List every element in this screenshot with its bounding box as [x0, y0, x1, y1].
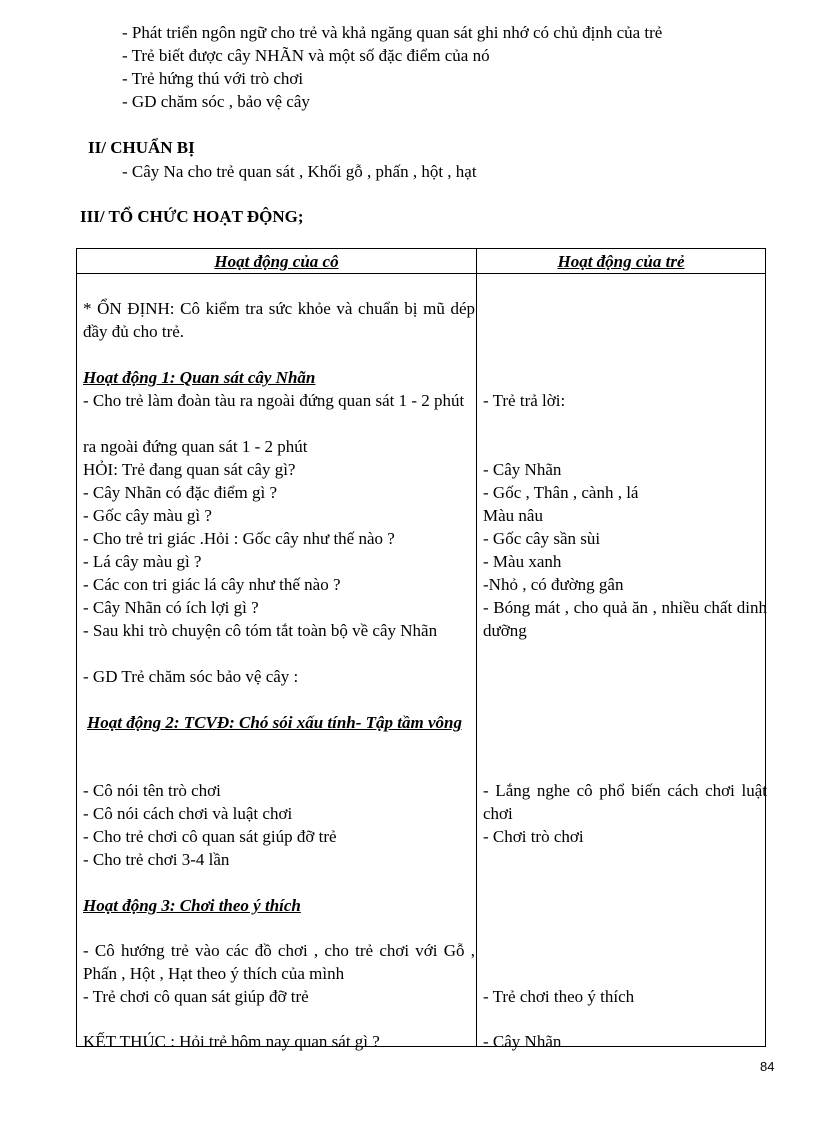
objectives-list — [122, 21, 662, 113]
activity-2-line: - Cho trẻ chơi cô quan sát giúp đỡ trẻ — [83, 827, 337, 846]
activity-1-line: - Cho trẻ tri giác .Hỏi : Gốc cây như thế nào ? — [83, 529, 395, 548]
child-response: - Cây Nhãn — [483, 460, 562, 479]
child-response: - Cây Nhãn — [483, 1032, 562, 1051]
child-response: - Lắng nghe cô phổ biến cách chơi luật chơi — [483, 781, 767, 823]
section-heading-activities: III/ TỔ CHỨC HOẠT ĐỘNG; — [80, 207, 304, 226]
child-response: - Gốc , Thân , cành , lá — [483, 483, 639, 502]
activities-table — [76, 248, 767, 1051]
activity-3-line: - Trẻ chơi cô quan sát giúp đỡ trẻ — [83, 987, 309, 1006]
activity-1-line: - Cây Nhãn có đặc điểm gì ? — [83, 483, 278, 502]
activity-1-line: - Các con tri giác lá cây như thế nào ? — [83, 575, 341, 594]
preparation-content: - Cây Na cho trẻ quan sát , Khối gỗ , phấn , hột , hạt — [122, 162, 477, 181]
child-response: Màu nâu — [483, 506, 543, 525]
activity-2-title: Hoạt động 2: TCVĐ: Chó sói xấu tính- Tập tầm vông — [87, 713, 462, 732]
activity-1-line: - Lá cây màu gì ? — [83, 552, 202, 571]
child-response: - Trẻ chơi theo ý thích — [483, 987, 635, 1006]
objective-item: - Trẻ biết được cây NHÃN và một số đặc điểm của nó — [122, 46, 490, 65]
page-number: 84 — [760, 1059, 775, 1074]
activity-1-line: - Sau khi trò chuyện cô tóm tắt toàn bộ về cây Nhãn — [83, 621, 438, 640]
child-response: - Bóng mát , cho quả ăn , nhiều chất dinh dưỡng — [483, 598, 767, 640]
child-response: - Màu xanh — [483, 552, 562, 571]
activity-1-line: - Gốc cây màu gì ? — [83, 506, 212, 525]
activity-2-line: - Cho trẻ chơi 3-4 lần — [83, 850, 230, 869]
activity-3-line: - Cô hướng trẻ vào các đồ chơi , cho trẻ chơi với Gỗ , Phấn , Hột , Hạt theo ý thích của mình — [83, 941, 475, 983]
activity-1-line: - Cây Nhãn có ích lợi gì ? — [83, 598, 259, 617]
activity-1-line: - GD Trẻ chăm sóc bảo vệ cây : — [83, 667, 299, 686]
header-child-activity: Hoạt động của trẻ — [557, 252, 685, 271]
activity-2-line: - Cô nói tên trò chơi — [83, 781, 221, 800]
objective-item: - Phát triển ngôn ngữ cho trẻ và khả ngăng quan sát ghi nhớ có chủ định của trẻ — [122, 23, 663, 42]
on-dinh-text: * ỔN ĐỊNH: Cô kiểm tra sức khỏe và chuẩn bị mũ dép đầy đủ cho trẻ. — [83, 299, 475, 341]
header-divider — [77, 273, 765, 274]
column-divider — [476, 249, 477, 1046]
header-teacher-activity: Hoạt động của cô — [214, 252, 339, 271]
child-response: - Chơi trò chơi — [483, 827, 584, 846]
activity-2-line: - Cô nói cách chơi và luật chơi — [83, 804, 293, 823]
activity-3-title: Hoạt động 3: Chơi theo ý thích — [83, 896, 301, 915]
activity-1-title: Hoạt động 1: Quan sát cây Nhãn — [83, 368, 316, 387]
objective-item: - Trẻ hứng thú với trò chơi — [122, 69, 304, 88]
activity-1-line: ra ngoài đứng quan sát 1 - 2 phút — [83, 437, 308, 456]
child-response: -Nhỏ , có đường gân — [483, 575, 624, 594]
section-heading-preparation: II/ CHUẨN BỊ — [88, 138, 195, 157]
child-response: - Gốc cây sần sùi — [483, 529, 601, 548]
child-response: - Trẻ trả lời: — [483, 391, 566, 410]
closing-text: KẾT THÚC : Hỏi trẻ hôm nay quan sát gì ? — [83, 1032, 380, 1051]
activity-1-line: HỎI: Trẻ đang quan sát cây gì? — [83, 460, 296, 479]
activity-1-line: - Cho trẻ làm đoàn tàu ra ngoài đứng quan sát 1 - 2 phút — [83, 391, 465, 410]
objective-item: - GD chăm sóc , bảo vệ cây — [122, 92, 310, 111]
